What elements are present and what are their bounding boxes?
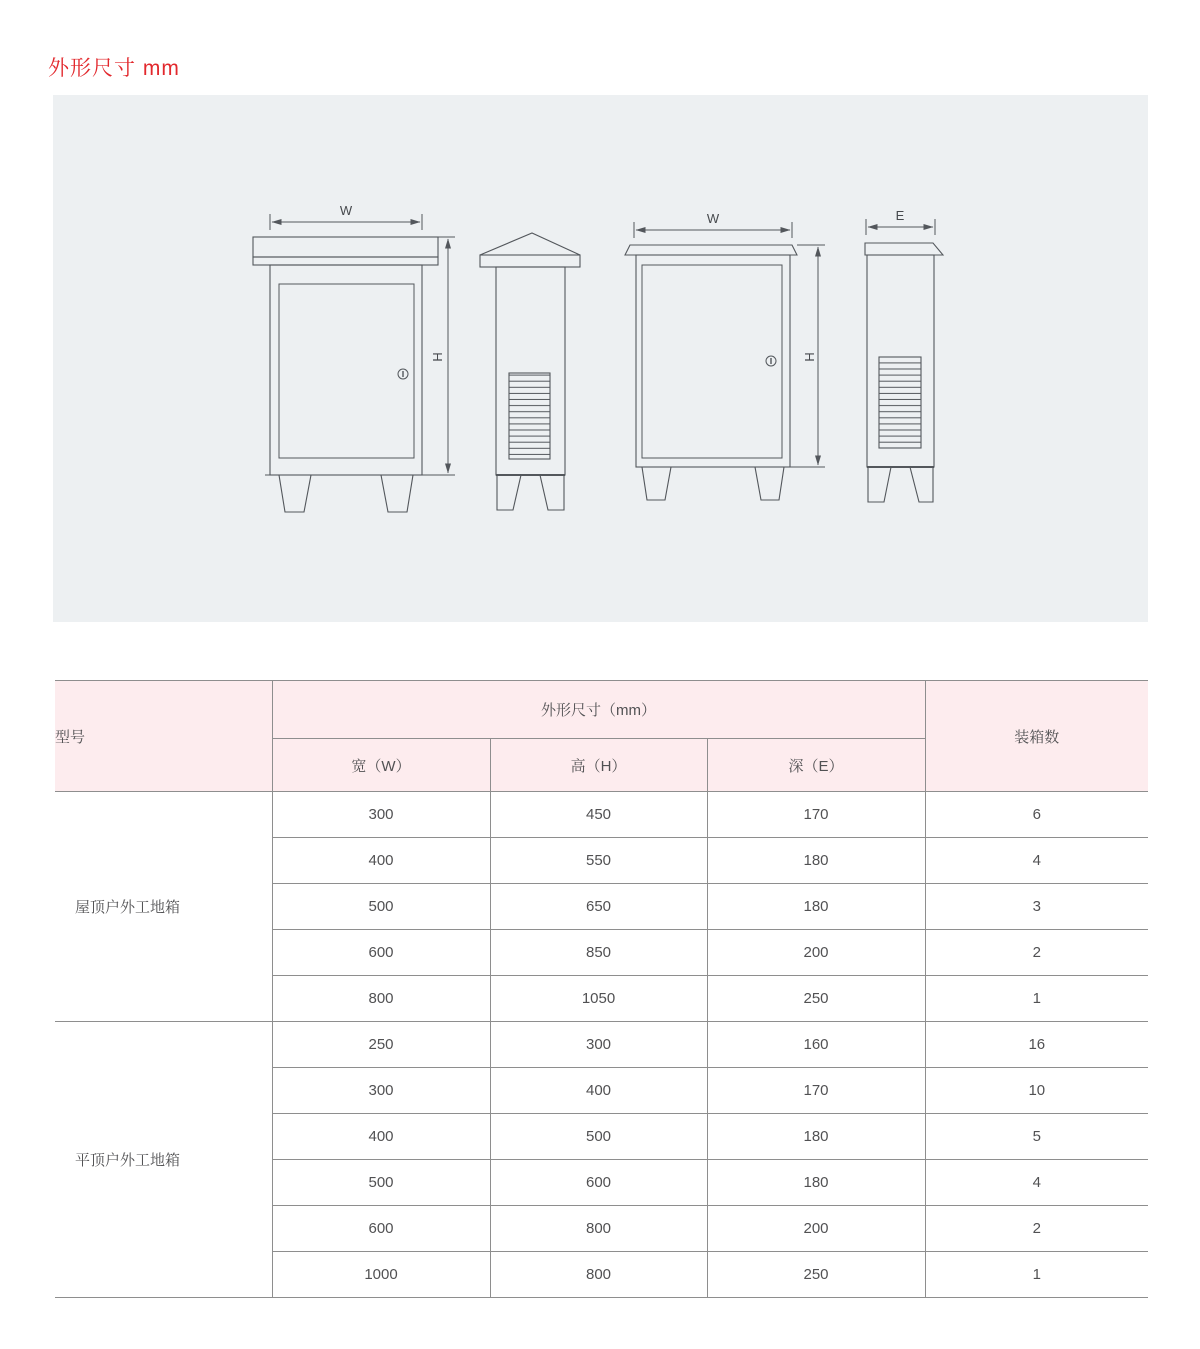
cell-qty: 1 (925, 1252, 1148, 1298)
table-header-row (55, 681, 1148, 739)
dimensions-table (55, 680, 1148, 1298)
cabinet-body (636, 255, 790, 467)
dims-group-header: 外形尺寸（mm） (272, 681, 925, 739)
cell-width: 300 (272, 792, 490, 838)
cell-depth: 250 (707, 976, 925, 1022)
cabinet-leg (540, 475, 564, 510)
cell-width: 250 (272, 1022, 490, 1068)
cell-width: 400 (272, 1114, 490, 1160)
cell-width: 300 (272, 1068, 490, 1114)
flat-box-side-view (865, 208, 943, 502)
table-row (55, 792, 1148, 838)
peaked-roof (480, 233, 580, 255)
cell-depth: 200 (707, 930, 925, 976)
depth-column-header: 深（E） (707, 739, 925, 792)
height-dimension-label: H (430, 352, 445, 362)
qty-column-header: 装箱数 (925, 681, 1148, 792)
cell-qty: 4 (925, 1160, 1148, 1206)
flat-cap (865, 243, 943, 255)
width-dimension-label: W (339, 203, 353, 218)
cell-qty: 5 (925, 1114, 1148, 1160)
cell-qty: 10 (925, 1068, 1148, 1114)
cabinet-leg (868, 467, 891, 502)
cell-height: 650 (490, 884, 707, 930)
cell-width: 1000 (272, 1252, 490, 1298)
cell-qty: 16 (925, 1022, 1148, 1068)
table-row (55, 1022, 1148, 1068)
cell-depth: 200 (707, 1206, 925, 1252)
rain-cap-lip (253, 257, 438, 265)
cabinet-leg (910, 467, 933, 502)
cell-depth: 180 (707, 1160, 925, 1206)
cell-width: 500 (272, 1160, 490, 1206)
cabinet-leg (755, 467, 784, 500)
roof-box-front-view (253, 203, 455, 512)
flat-box-front-view (625, 211, 825, 500)
cell-depth: 180 (707, 1114, 925, 1160)
cell-height: 300 (490, 1022, 707, 1068)
cell-qty: 2 (925, 1206, 1148, 1252)
flat-cap (625, 245, 797, 255)
cabinet-door (642, 265, 782, 458)
height-column-header: 高（H） (490, 739, 707, 792)
cell-width: 400 (272, 838, 490, 884)
cell-height: 1050 (490, 976, 707, 1022)
cell-width: 500 (272, 884, 490, 930)
cell-qty: 2 (925, 930, 1148, 976)
cell-depth: 170 (707, 792, 925, 838)
model-column-header: 型号 (55, 681, 272, 792)
cell-depth: 180 (707, 838, 925, 884)
cell-qty: 6 (925, 792, 1148, 838)
cell-depth: 180 (707, 884, 925, 930)
dimension-drawings-panel (53, 95, 1148, 622)
cabinet-leg (497, 475, 521, 510)
cell-height: 800 (490, 1206, 707, 1252)
model-name: 屋顶户外工地箱 (55, 792, 272, 1022)
vent-louver (509, 373, 550, 459)
cell-depth: 170 (707, 1068, 925, 1114)
cabinet-leg (642, 467, 671, 500)
cell-qty: 1 (925, 976, 1148, 1022)
vent-louver (879, 357, 921, 448)
cell-height: 500 (490, 1114, 707, 1160)
cabinet-leg (381, 475, 413, 512)
cell-depth: 160 (707, 1022, 925, 1068)
cell-height: 600 (490, 1160, 707, 1206)
cell-width: 600 (272, 1206, 490, 1252)
cell-height: 550 (490, 838, 707, 884)
depth-dimension-label: E (895, 208, 905, 223)
cell-height: 450 (490, 792, 707, 838)
height-dimension-label: H (802, 352, 817, 362)
page-title: 外形尺寸 mm (48, 57, 180, 80)
cell-height: 800 (490, 1252, 707, 1298)
rain-cap (253, 237, 438, 257)
cell-qty: 3 (925, 884, 1148, 930)
cell-depth: 250 (707, 1252, 925, 1298)
cabinet-leg (279, 475, 311, 512)
model-name: 平顶户外工地箱 (55, 1022, 272, 1298)
cell-width: 600 (272, 930, 490, 976)
cell-width: 800 (272, 976, 490, 1022)
cell-height: 850 (490, 930, 707, 976)
width-dimension-label: W (706, 211, 720, 226)
cell-qty: 4 (925, 838, 1148, 884)
cabinet-body (270, 265, 422, 475)
cabinet-door (279, 284, 414, 458)
roof-base (480, 255, 580, 267)
width-column-header: 宽（W） (272, 739, 490, 792)
cell-height: 400 (490, 1068, 707, 1114)
roof-box-side-view (480, 233, 580, 510)
